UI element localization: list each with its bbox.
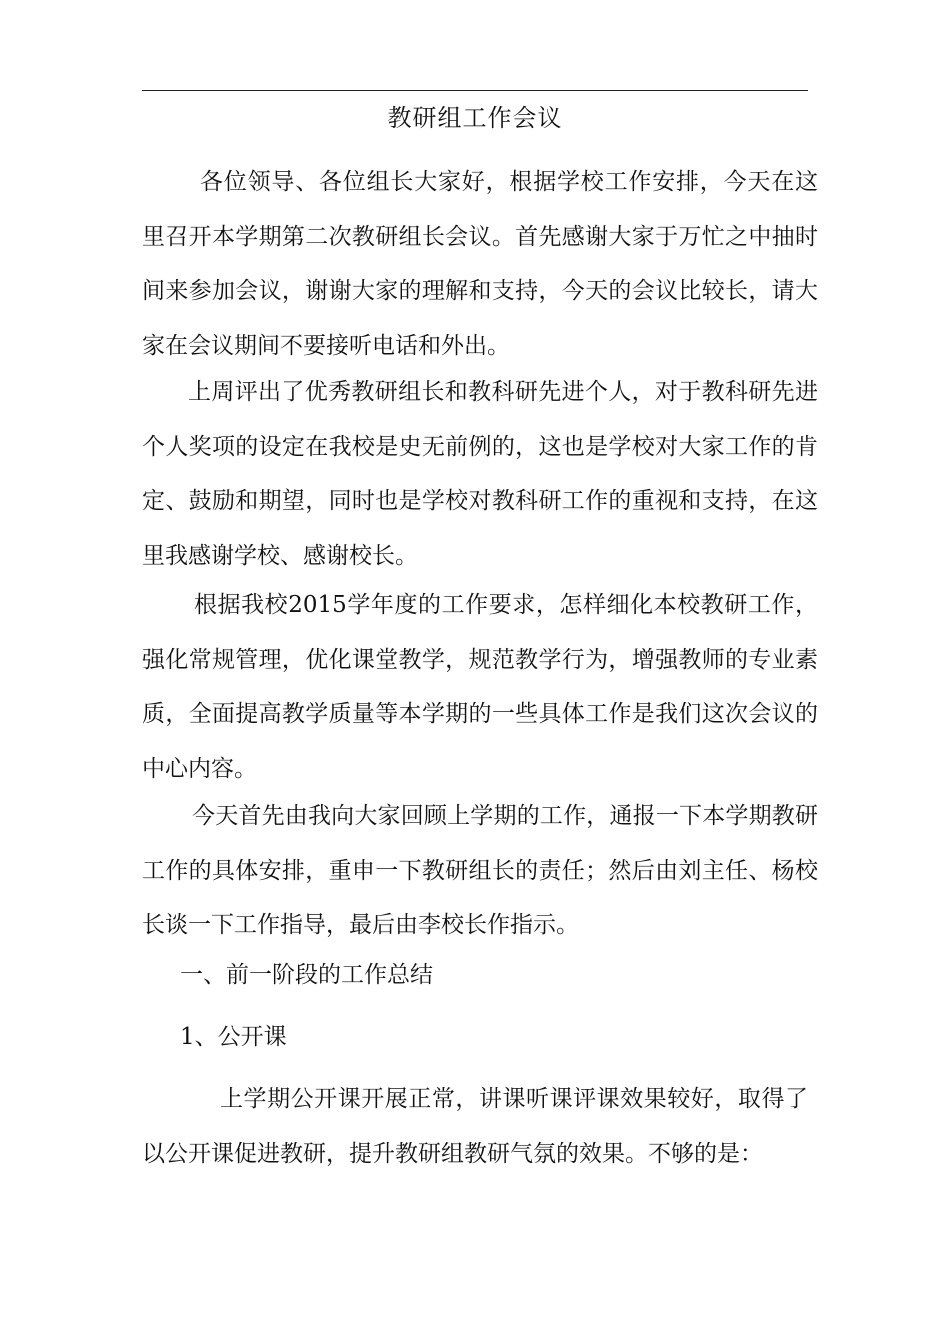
header-rule bbox=[142, 90, 808, 91]
paragraph-opening: 各位领导、各位组长大家好，根据学校工作安排，今天在这里召开本学期第二次教研组长会议。首先感谢大家于万忙之中抽时间来参加会议，谢谢大家的理解和支持，今天的会议比较长，请大家在会议期间不要接听电话和外出。 bbox=[142, 169, 818, 359]
paragraph-work-requirements: 根据我校2015学年度的工作要求，怎样细化本校教研工作，强化常规管理，优化课堂教学，规范教学行为，增强教师的专业素质，全面提高教学质量等本学期的一些具体工作是我们这次会议的中心内容。 bbox=[142, 592, 818, 782]
paragraph-open-class: 上学期公开课开展正常，讲课听课评课效果较好，取得了以公开课促进教研，提升教研组教研气氛的效果。不够的是： bbox=[142, 1086, 808, 1167]
paragraph-agenda: 今天首先由我向大家回顾上学期的工作，通报一下本学期教研工作的具体安排，重申一下教研组长的责任；然后由刘主任、杨校长谈一下工作指导，最后由李校长作指示。 bbox=[142, 803, 818, 938]
document-title: 教研组工作会议 bbox=[387, 104, 563, 132]
paragraph-awards: 上周评出了优秀教研组长和教科研先进个人，对于教科研先进个人奖项的设定在我校是史无前例的，这也是学校对大家工作的肯定、鼓励和期望，同时也是学校对教科研工作的重视和支持，在这里我感谢学校、感谢校长。 bbox=[142, 379, 818, 569]
section-heading: 一、前一阶段的工作总结 bbox=[180, 962, 433, 988]
subsection-heading: 1、公开课 bbox=[180, 1024, 287, 1050]
